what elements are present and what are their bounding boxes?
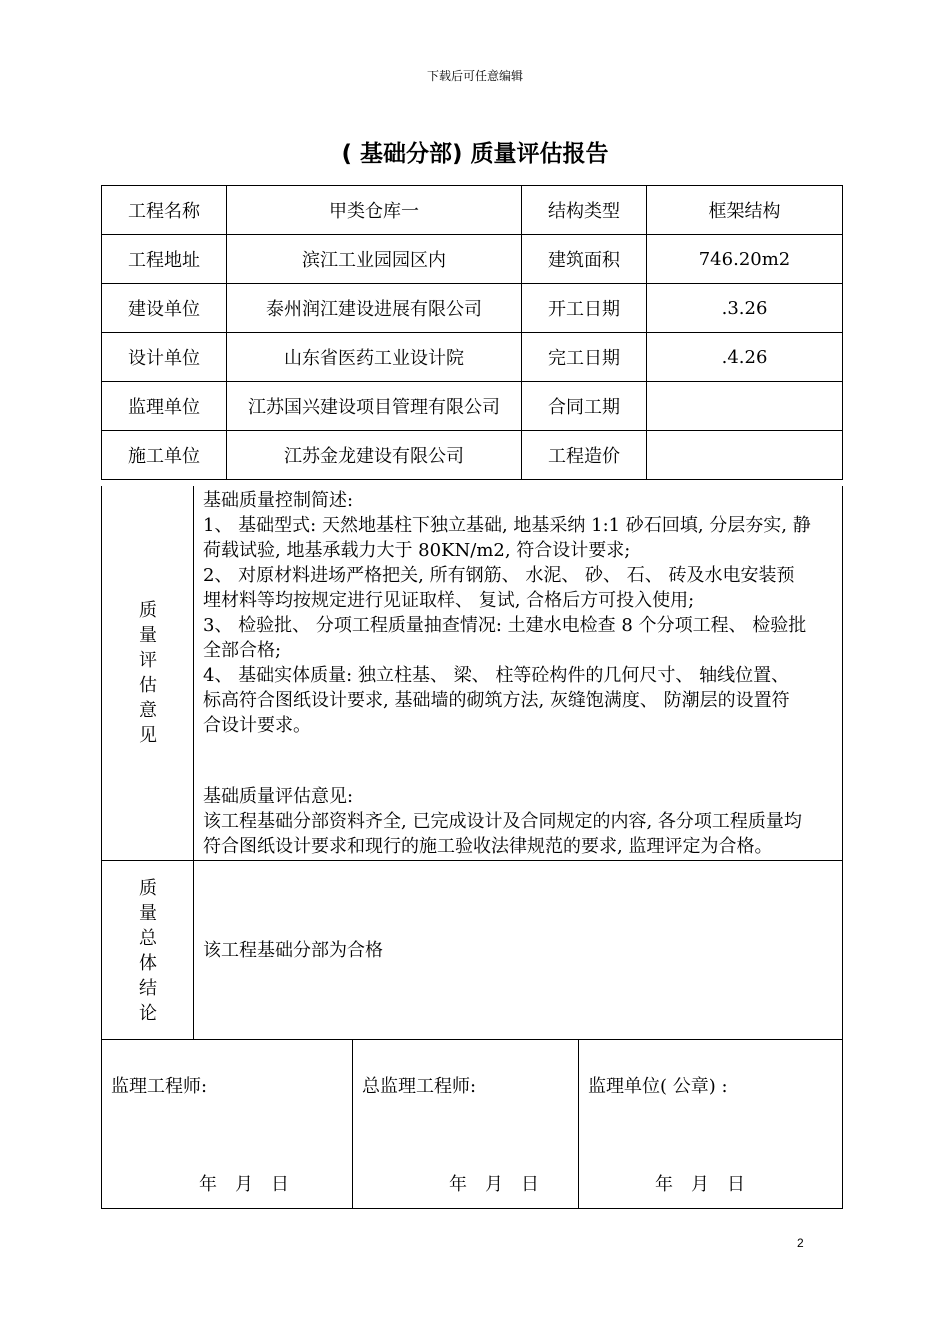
signature-role: 监理单位( 公章) : — [588, 1076, 728, 1097]
conclusion-content-cell — [193, 860, 843, 1040]
conclusion-label-char: 量 — [139, 903, 157, 924]
label-project-name: 工程名称 — [102, 186, 227, 235]
label-building-area: 建筑面积 — [522, 235, 647, 284]
conclusion-label-char: 论 — [139, 1003, 157, 1024]
label-project-address: 工程地址 — [102, 235, 227, 284]
conclusion-label-char: 体 — [139, 953, 157, 974]
signature-role: 总监理工程师: — [362, 1076, 477, 1097]
opinion-label-char: 意 — [139, 700, 157, 721]
assessment-line: 符合图纸设计要求和现行的施工验收法律规范的要求, 监理评定为合格。 — [203, 836, 773, 857]
opinion-label-char: 见 — [139, 725, 157, 746]
label-owner: 建设单位 — [102, 284, 227, 333]
opinion-content-cell — [193, 486, 843, 861]
table-row — [102, 284, 843, 333]
value-end-date: .4.26 — [647, 333, 843, 382]
opinion-line: 标高符合图纸设计要求, 基础墙的砌筑方法, 灰缝饱满度、 防潮层的设置符 — [203, 690, 790, 711]
value-project-cost — [647, 431, 843, 480]
label-start-date: 开工日期 — [522, 284, 647, 333]
opinion-line: 4、 基础实体质量: 独立柱基、 梁、 柱等砼构件的几何尺寸、 轴线位置、 — [203, 665, 790, 686]
opinion-line: 全部合格; — [203, 640, 282, 661]
label-designer: 设计单位 — [102, 333, 227, 382]
opinion-line: 基础质量控制简述: — [203, 490, 354, 511]
signature-date: 年 月 日 — [449, 1174, 539, 1195]
opinion-line: 荷载试验, 地基承载力大于 80KN/m2, 符合设计要求; — [203, 540, 631, 561]
conclusion-text: 该工程基础分部为合格 — [203, 940, 383, 961]
conclusion-label-cell — [101, 860, 194, 1040]
page-number: 2 — [797, 1236, 804, 1250]
header-note: 下载后可任意编辑 — [426, 69, 523, 83]
opinion-line: 3、 检验批、 分项工程质量抽查情况: 土建水电检查 8 个分项工程、 检验批 — [203, 615, 807, 636]
table-row — [102, 431, 843, 480]
value-contractor: 江苏金龙建设有限公司 — [227, 431, 522, 480]
label-contractor: 施工单位 — [102, 431, 227, 480]
opinion-line: 埋材料等均按规定进行见证取样、 复试, 合格后方可投入使用; — [203, 590, 695, 611]
table-row — [102, 333, 843, 382]
signature-date: 年 月 日 — [655, 1174, 745, 1195]
signature-supervision-unit — [578, 1039, 843, 1209]
opinion-label-char: 质 — [139, 600, 157, 621]
signature-role: 监理工程师: — [111, 1076, 208, 1097]
signature-supervising-engineer — [101, 1039, 353, 1209]
table-row — [102, 382, 843, 431]
opinion-label-char: 评 — [139, 650, 157, 671]
conclusion-label-char: 总 — [139, 928, 157, 949]
value-designer: 山东省医药工业设计院 — [227, 333, 522, 382]
label-structure-type: 结构类型 — [522, 186, 647, 235]
value-owner: 泰州润江建设进展有限公司 — [227, 284, 522, 333]
opinion-line: 合设计要求。 — [203, 715, 311, 736]
opinion-label-char: 量 — [139, 625, 157, 646]
project-info-table — [101, 185, 843, 480]
opinion-line: 2、 对原材料进场严格把关, 所有钢筋、 水泥、 砂、 石、 砖及水电安装预 — [203, 565, 795, 586]
report-title: ( 基础分部) 质量评估报告 — [341, 141, 609, 167]
assessment-line: 该工程基础分部资料齐全, 已完成设计及合同规定的内容, 各分项工程质量均 — [203, 811, 802, 832]
value-supervisor: 江苏国兴建设项目管理有限公司 — [227, 382, 522, 431]
signature-chief-engineer — [352, 1039, 579, 1209]
opinion-label-cell — [101, 486, 194, 861]
label-end-date: 完工日期 — [522, 333, 647, 382]
signature-date: 年 月 日 — [199, 1174, 289, 1195]
value-structure-type: 框架结构 — [647, 186, 843, 235]
table-row — [102, 186, 843, 235]
value-project-name: 甲类仓库一 — [227, 186, 522, 235]
value-project-address: 滨江工业园园区内 — [227, 235, 522, 284]
conclusion-label-char: 质 — [139, 878, 157, 899]
label-supervisor: 监理单位 — [102, 382, 227, 431]
conclusion-label-char: 结 — [139, 978, 157, 999]
opinion-label-char: 估 — [139, 675, 157, 696]
opinion-line: 1、 基础型式: 天然地基柱下独立基础, 地基采纳 1:1 砂石回填, 分层夯实, 静 — [203, 515, 811, 536]
value-contract-period — [647, 382, 843, 431]
table-row — [102, 235, 843, 284]
label-project-cost: 工程造价 — [522, 431, 647, 480]
value-start-date: .3.26 — [647, 284, 843, 333]
assessment-line: 基础质量评估意见: — [203, 786, 354, 807]
value-building-area: 746.20m2 — [647, 235, 843, 284]
label-contract-period: 合同工期 — [522, 382, 647, 431]
